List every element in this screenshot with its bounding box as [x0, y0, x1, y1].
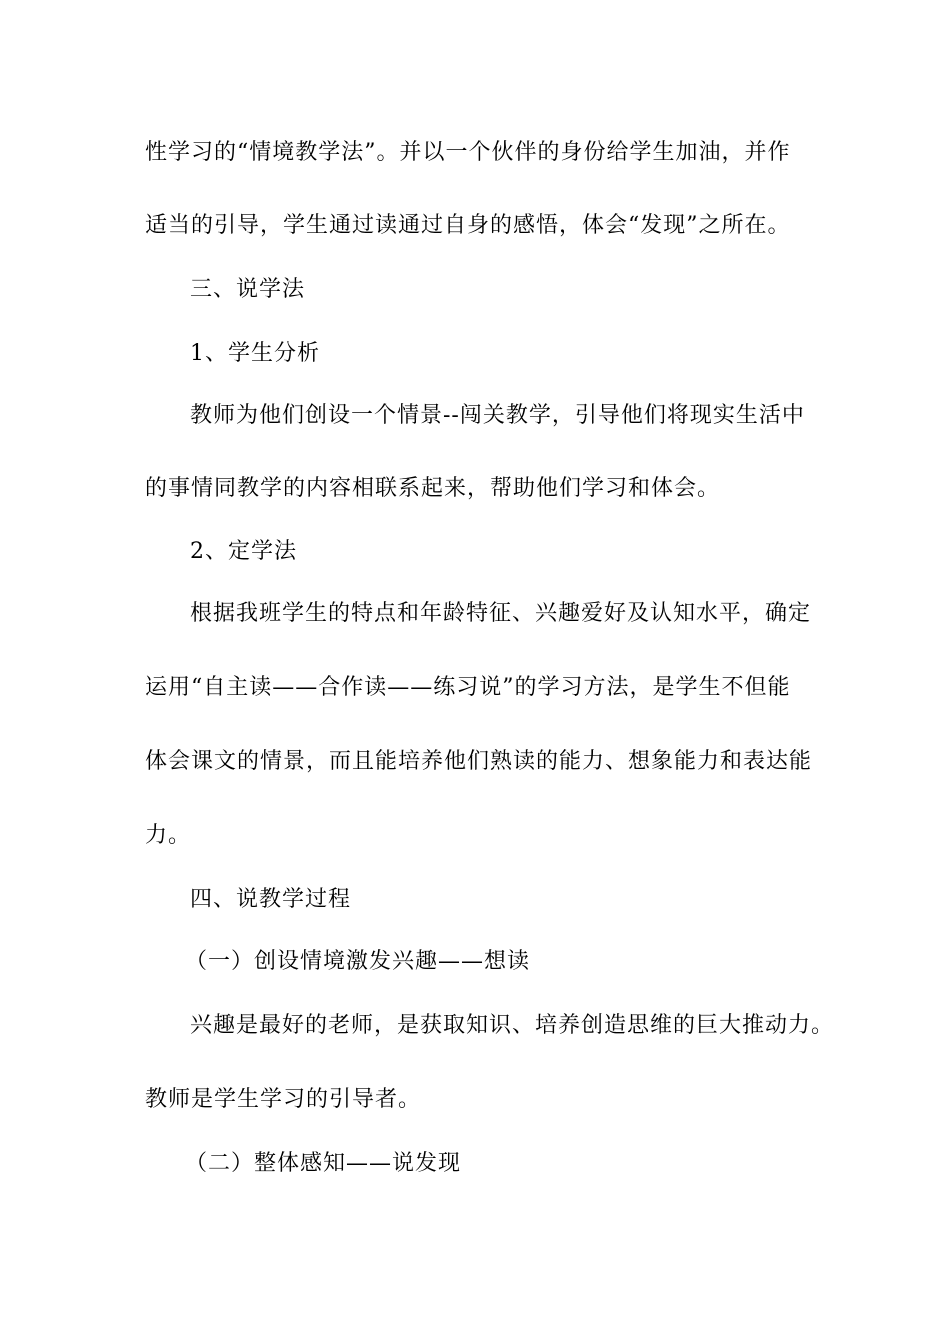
section-heading: 三、说学法	[190, 277, 306, 302]
paragraph-line: 力。	[145, 823, 192, 848]
paragraph-line: 的事情同教学的内容相联系起来，帮助他们学习和体会。	[145, 476, 721, 501]
subsection-heading: 1、学生分析	[190, 341, 320, 366]
subsection-heading: 2、定学法	[190, 539, 297, 564]
paragraph-line: 教师是学生学习的引导者。	[145, 1087, 422, 1112]
paragraph-line: 运用“自主读——合作读——练习说”的学习方法，是学生不但能	[145, 675, 791, 700]
subsection-heading: （一）创设情境激发兴趣——想读	[185, 949, 531, 974]
paragraph-line: 教师为他们创设一个情景--闯关教学，引导他们将现实生活中	[190, 403, 805, 428]
paragraph-line: 体会课文的情景，而且能培养他们熟读的能力、想象能力和表达能	[145, 749, 813, 774]
paragraph-line: 兴趣是最好的老师，是获取知识、培养创造思维的巨大推动力。	[190, 1013, 835, 1038]
paragraph-line: 性学习的“情境教学法”。并以一个伙伴的身份给学生加油，并作	[145, 140, 791, 165]
subsection-heading: （二）整体感知——说发现	[185, 1151, 462, 1176]
section-heading: 四、说教学过程	[190, 887, 352, 912]
paragraph-line: 适当的引导，学生通过读通过自身的感悟，体会“发现”之所在。	[145, 213, 791, 238]
paragraph-line: 根据我班学生的特点和年龄特征、兴趣爱好及认知水平，确定	[190, 601, 812, 626]
